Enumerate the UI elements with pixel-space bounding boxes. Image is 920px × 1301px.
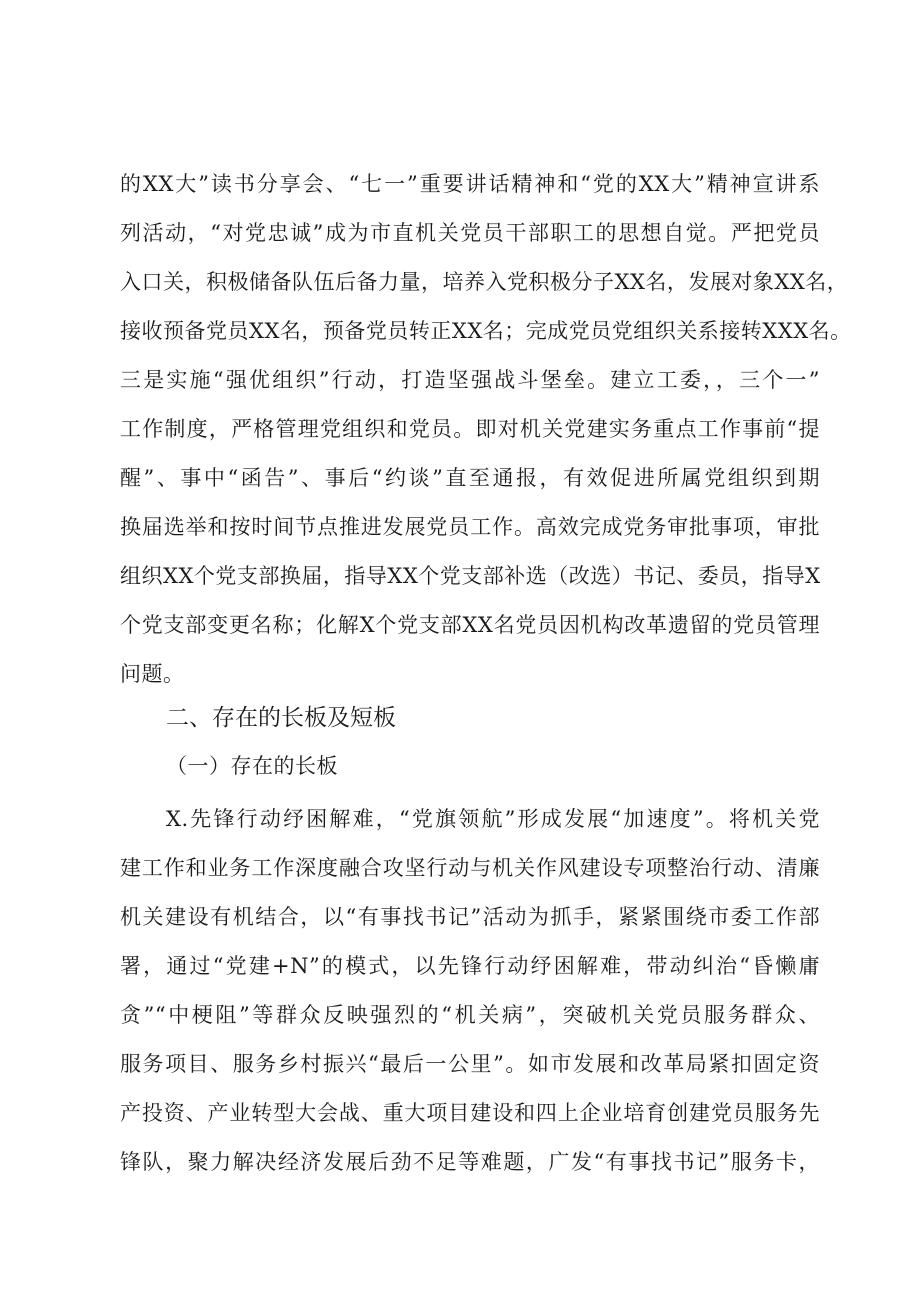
paragraph-line: 入口关，积极储备队伍后备力量，培养入党积极分子XX名，发展对象XX名， xyxy=(120,270,849,294)
paragraph-line: 三是实施“强优组织”行动，打造坚强战斗堡垒。建立工委，，三个一” xyxy=(120,368,820,392)
paragraph-strengths xyxy=(120,795,820,1187)
paragraph-line: 组织XX个党支部换届，指导XX个党支部补选（改选）书记、委员，指导X xyxy=(120,564,821,588)
paragraph-line: 工作制度，严格管理党组织和党员。即对机关党建实务重点工作事前“提 xyxy=(120,417,820,441)
paragraph-line: 署，通过“党建+N”的模式，以先锋行动纾困解难，带动纠治“昏懒庸 xyxy=(120,954,820,978)
paragraph-line: 个党支部变更名称；化解X个党支部XX名党员因机构改革遗留的党员管理 xyxy=(120,613,820,637)
paragraph-line: 锋队，聚力解决经济发展后劲不足等难题，广发“有事找书记”服务卡， xyxy=(120,1150,820,1174)
paragraph-line: 服务项目、服务乡村振兴“最后一公里”。如市发展和改革局紧扣固定资 xyxy=(120,1052,820,1076)
subsection-heading: （一）存在的长板 xyxy=(166,754,338,778)
paragraph-line: 换届选举和按时间节点推进发展党员工作。高效完成党务审批事项，审批 xyxy=(120,515,820,539)
paragraph-line: 接收预备党员XX名，预备党员转正XX名；完成党员党组织关系接转XXX名。 xyxy=(120,319,852,343)
paragraph-line: 产投资、产业转型大会战、重大项目建设和四上企业培育创建党员服务先 xyxy=(120,1101,820,1125)
paragraph-line: 贪”“中梗阻”等群众反映强烈的“机关病”，突破机关党员服务群众、 xyxy=(120,1003,820,1027)
paragraph-line: 机关建设有机结合，以“有事找书记”活动为抓手，紧紧围绕市委工作部 xyxy=(120,905,820,929)
paragraph-line: 的XX大”读书分享会、“七一”重要讲话精神和“党的XX大”精神宣讲系 xyxy=(120,172,820,196)
paragraph-line: 列活动，“对党忠诚”成为市直机关党员干部职工的思想自觉。严把党员 xyxy=(120,221,820,245)
paragraph-achievements xyxy=(120,160,852,699)
paragraph-line: 问题。 xyxy=(120,662,185,686)
paragraph-line: 醒”、事中“函告”、事后“约谈”直至通报，有效促进所属党组织到期 xyxy=(120,466,820,490)
section-heading: 二、存在的长板及短板 xyxy=(166,705,396,731)
paragraph-line: X.先锋行动纾困解难，“党旗领航”形成发展“加速度”。将机关党 xyxy=(166,807,820,831)
paragraph-line: 建工作和业务工作深度融合攻坚行动与机关作风建设专项整治行动、清廉 xyxy=(120,856,820,880)
